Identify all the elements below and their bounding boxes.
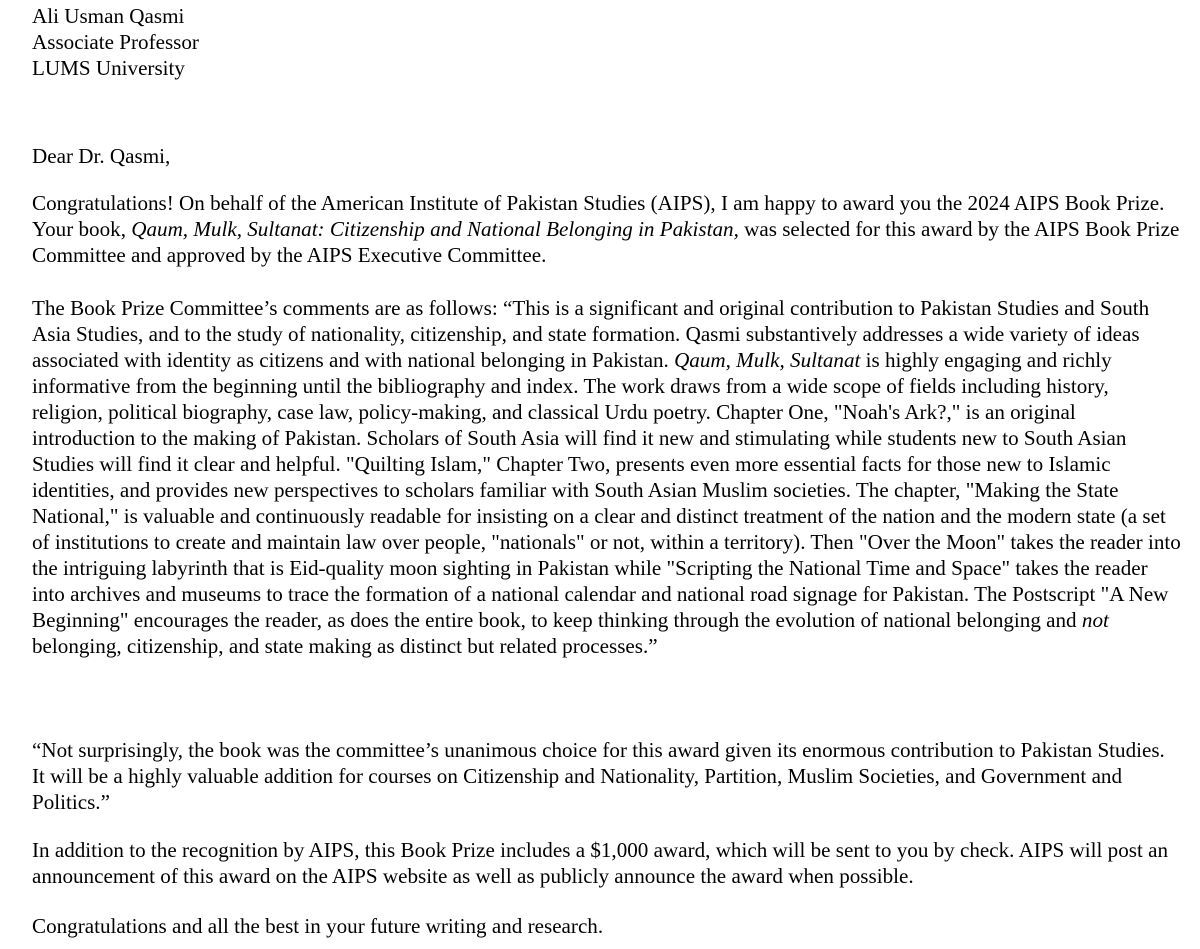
recipient-title: Associate Professor (32, 30, 199, 54)
salutation: Dear Dr. Qasmi, (32, 144, 171, 168)
recipient-name: Ali Usman Qasmi (32, 4, 185, 28)
para2-text-start: The Book Prize Committee’s comments are as follows: “This is a significant and original contribution to Pakistan Studies and South Asia Studies, and to the study of nationality, citizenship, and state formation. Qasmi substantively addresses a wide variety of ideas associated with identity as citizens and with national belonging in Pakistan. (32, 296, 1150, 372)
closing-paragraph: Congratulations and all the best in your future writing and research. (32, 914, 604, 938)
book-title: Qaum, Mulk, Sultanat: Citizenship and National Belonging in Pakistan, (131, 217, 739, 241)
committee-comments-paragraph (32, 295, 1182, 659)
para2-text-end: belonging, citizenship, and state making as distinct but related processes.” (32, 634, 658, 658)
recipient-address-block (32, 3, 1182, 81)
prize-award-paragraph: In addition to the recognition by AIPS, this Book Prize includes a $1,000 award, which will be sent to you by check. AIPS will post an announcement of this award on the AIPS website as well as publicly announce the award when possible. (32, 838, 1168, 888)
para2-text-middle: is highly engaging and richly informative from the beginning until the bibliography and index. The work draws from a wide scope of fields including history, religion, political biography, case law, policy-making, and classical Urdu poetry. Chapter One, "Noah's Ark?," is an original introduction to the making of Pakistan. Scholars of South Asia will find it new and stimulating while students new to South Asian Studies will find it clear and helpful. "Quilting Islam," Chapter Two, presents even more essential facts for those new to Islamic identities, and provides new perspectives to scholars familiar with South Asian Muslim societies. The chapter, "Making the State National," is valuable and continuously readable for insisting on a clear and distinct treatment of the nation and the modern state (a set of institutions to create and maintain law over people, "nationals" or not, within a territory). Then "Over the Moon" takes the reader into the intriguing labyrinth that is Eid-quality moon sighting in Pakistan while "Scripting the National Time and Space" takes the reader into archives and museums to trace the formation of a national calendar and national road signage for Pakistan. The Postscript "A New Beginning" encourages the reader, as does the entire book, to keep thinking through the evolution of national belonging and (32, 348, 1181, 632)
para1-text-end: was selected for this award by the AIPS Book Prize Committee and approved by the AIPS Executive Committee. (32, 217, 1180, 267)
book-title-short: Qaum, Mulk, Sultanat (674, 348, 861, 372)
unanimous-choice-paragraph: “Not surprisingly, the book was the committee’s unanimous choice for this award given its enormous contribution to Pakistan Studies. It will be a highly valuable addition for courses on Citizenship and Nationality, Partition, Muslim Societies, and Government and Politics.” (32, 738, 1165, 814)
emphasis-not: not (1081, 608, 1109, 632)
recipient-institution: LUMS University (32, 56, 185, 80)
letter-page (32, 3, 1182, 938)
award-announcement-paragraph (32, 190, 1182, 268)
para1-text-start: Congratulations! On behalf of the American Institute of Pakistan Studies (AIPS), I am happy to award you the 2024 AIPS Book Prize. Your book, (32, 191, 1165, 241)
